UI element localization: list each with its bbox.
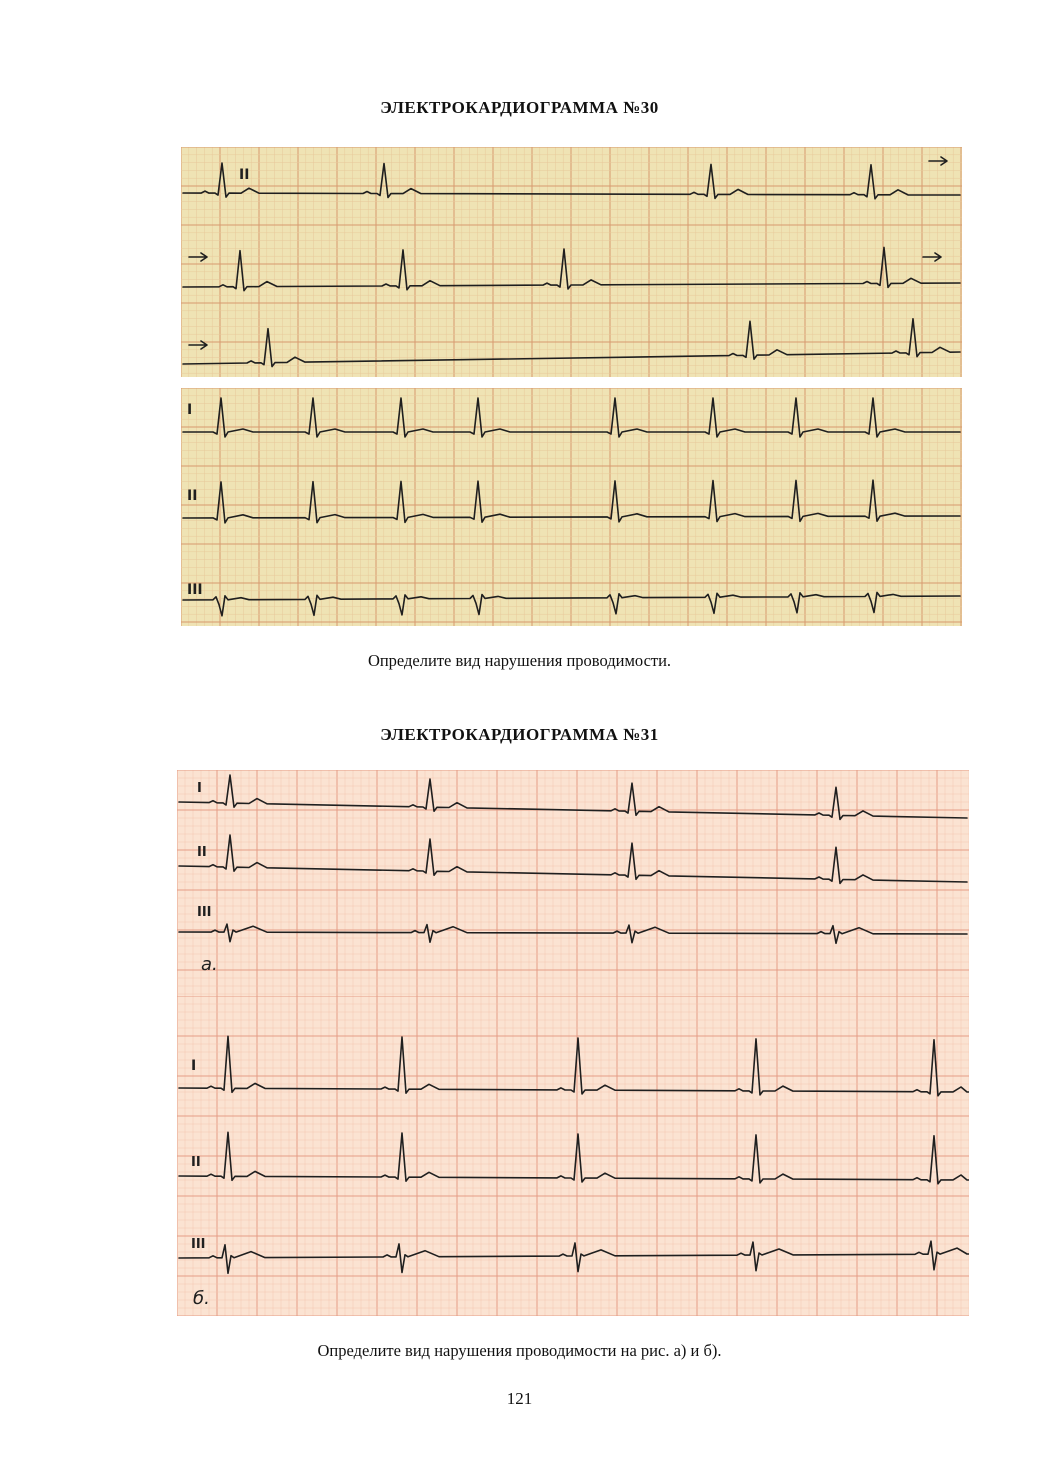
ecg31-panel-a (177, 770, 969, 996)
lead-label-ii: II (239, 167, 250, 183)
lead-label-ii: II (187, 488, 198, 504)
lead-label-ii: II (191, 1155, 201, 1170)
ecg30-rhythm-strip (181, 147, 962, 377)
panel-a-label: а. (201, 954, 218, 975)
panel-b-label: б. (193, 1288, 210, 1309)
ecg30-leads-strip (181, 388, 962, 626)
ecg30-rhythm-figure (181, 147, 962, 377)
ecg31-caption: Определите вид нарушения проводимости на рис. а) и б). (317, 1341, 722, 1360)
ecg30-caption: Определите вид нарушения проводимости. (367, 651, 672, 670)
ecg30-title: ЭЛЕКТРОКАРДИОГРАММА №30 (380, 98, 659, 117)
lead-label-iii: III (191, 1237, 206, 1252)
ecg31-panel-b-figure (177, 996, 969, 1316)
page-number: 121 (506, 1389, 533, 1408)
ecg31-title: ЭЛЕКТРОКАРДИОГРАММА №31 (380, 725, 659, 744)
ecg-grid (177, 996, 969, 1316)
lead-label-i: I (191, 1058, 197, 1074)
lead-label-iii: III (197, 905, 212, 920)
ecg31-panel-b (177, 996, 969, 1316)
lead-label-i: I (187, 402, 193, 418)
lead-label-i: I (197, 781, 202, 796)
ecg30-leads-figure (181, 388, 962, 626)
lead-label-ii: II (197, 845, 207, 860)
ecg31-panel-a-figure (177, 770, 969, 996)
lead-label-iii: III (187, 582, 203, 598)
